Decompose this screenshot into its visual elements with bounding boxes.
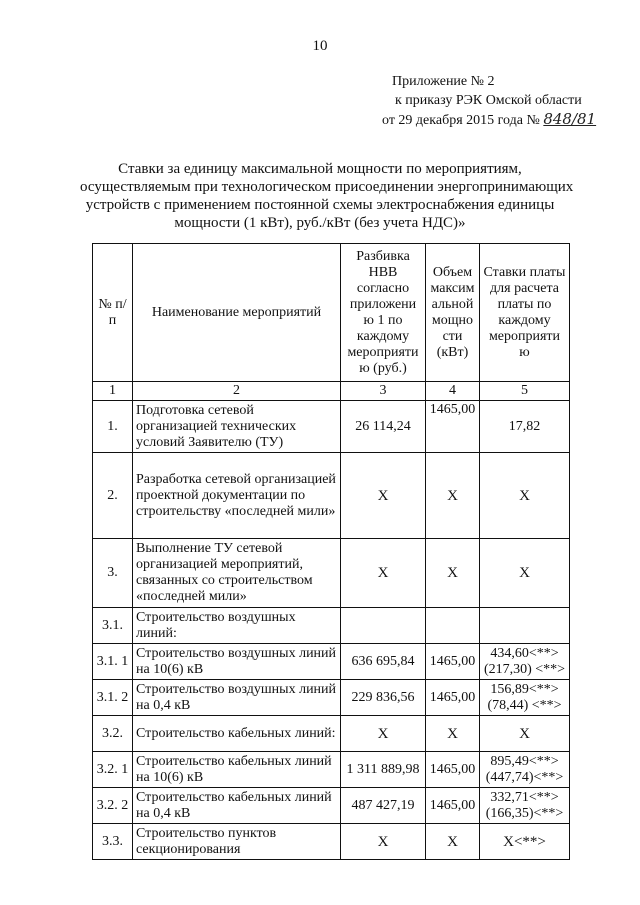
row-name: Разработка сетевой организацией проектной документации по строительству «последней мили» bbox=[133, 453, 341, 539]
row-name: Выполнение ТУ сетевой организацией мероприятий, связанных со строительством «последней мили» bbox=[133, 539, 341, 608]
row-rate: X<**> bbox=[480, 824, 570, 860]
row-nvv: X bbox=[341, 716, 426, 752]
row-nvv: 26 114,24 bbox=[341, 401, 426, 453]
title-line-3: устройств с применением постоянной схемы электроснабжения единицы bbox=[85, 197, 555, 213]
row-num: 1. bbox=[93, 401, 133, 453]
row-num: 3.3. bbox=[93, 824, 133, 860]
row-rate: 156,89<**> (78,44) <**> bbox=[480, 680, 570, 716]
row-name: Подготовка сетевой организацией технических условий Заявителю (ТУ) bbox=[133, 401, 341, 453]
row-power: X bbox=[426, 539, 480, 608]
row-nvv: 1 311 889,98 bbox=[341, 752, 426, 788]
column-index-row bbox=[93, 382, 570, 401]
row-name: Строительство воздушных линий: bbox=[133, 608, 341, 644]
row-name: Строительство пунктов секционирования bbox=[133, 824, 341, 860]
row-rate: X bbox=[480, 716, 570, 752]
row-num: 3.1. 1 bbox=[93, 644, 133, 680]
row-nvv: X bbox=[341, 539, 426, 608]
column-index: 1 bbox=[93, 382, 133, 401]
document-title bbox=[80, 160, 574, 232]
table-row bbox=[93, 716, 570, 752]
order-number-handwritten: 848/81 bbox=[543, 110, 597, 128]
header-rate: Ставки платы для расчета платы по каждому мероприяти ю bbox=[480, 244, 570, 382]
appendix-date: от 29 декабря 2015 года № bbox=[382, 113, 540, 128]
row-rate: 895,49<**> (447,74)<**> bbox=[480, 752, 570, 788]
row-power: 1465,00 bbox=[426, 644, 480, 680]
row-nvv bbox=[341, 608, 426, 644]
page-number: 10 bbox=[312, 38, 328, 54]
row-num: 3.2. 1 bbox=[93, 752, 133, 788]
row-name: Строительство кабельных линий: bbox=[133, 716, 341, 752]
table-row bbox=[93, 401, 570, 453]
row-name: Строительство кабельных линий на 0,4 кВ bbox=[133, 788, 341, 824]
row-rate: 332,71<**> (166,35)<**> bbox=[480, 788, 570, 824]
row-rate bbox=[480, 608, 570, 644]
title-line-1: Ставки за единицу максимальной мощности по мероприятиям, bbox=[118, 161, 522, 177]
table-row bbox=[93, 752, 570, 788]
row-nvv: 229 836,56 bbox=[341, 680, 426, 716]
row-rate: 17,82 bbox=[480, 401, 570, 453]
row-num: 3. bbox=[93, 539, 133, 608]
row-num: 3.2. bbox=[93, 716, 133, 752]
row-power: X bbox=[426, 824, 480, 860]
header-num: № п/п bbox=[93, 244, 133, 382]
row-num: 3.1. 2 bbox=[93, 680, 133, 716]
table-row bbox=[93, 539, 570, 608]
row-num: 3.1. bbox=[93, 608, 133, 644]
column-index: 4 bbox=[426, 382, 480, 401]
title-line-2: осуществляемым при технологическом присоединении энергопринимающих bbox=[80, 179, 574, 195]
appendix-line-3 bbox=[382, 110, 596, 130]
row-power: 1465,00 bbox=[426, 680, 480, 716]
row-power bbox=[426, 608, 480, 644]
table-row bbox=[93, 453, 570, 539]
table-row bbox=[93, 608, 570, 644]
table-row bbox=[93, 680, 570, 716]
row-rate: X bbox=[480, 539, 570, 608]
row-name: Строительство воздушных линий на 10(6) кВ bbox=[133, 644, 341, 680]
table-row bbox=[93, 824, 570, 860]
header-nvv: Разбивка НВВ согласно приложени ю 1 по каждому мероприяти ю (руб.) bbox=[341, 244, 426, 382]
row-power: 1465,00 bbox=[426, 752, 480, 788]
appendix-block bbox=[382, 72, 597, 130]
table-row bbox=[93, 788, 570, 824]
row-nvv: X bbox=[341, 453, 426, 539]
header-name: Наименование мероприятий bbox=[133, 244, 341, 382]
rates-table bbox=[92, 243, 570, 860]
appendix-line-1: Приложение № 2 bbox=[392, 74, 495, 89]
row-name: Строительство воздушных линий на 0,4 кВ bbox=[133, 680, 341, 716]
row-nvv: 636 695,84 bbox=[341, 644, 426, 680]
appendix-line-2: к приказу РЭК Омской области bbox=[395, 93, 582, 108]
row-power: 1465,00 bbox=[426, 788, 480, 824]
row-num: 3.2. 2 bbox=[93, 788, 133, 824]
table-row bbox=[93, 644, 570, 680]
column-index: 2 bbox=[133, 382, 341, 401]
row-rate: X bbox=[480, 453, 570, 539]
row-power: X bbox=[426, 453, 480, 539]
row-nvv: 487 427,19 bbox=[341, 788, 426, 824]
row-nvv: X bbox=[341, 824, 426, 860]
row-power: X bbox=[426, 716, 480, 752]
row-power: 1465,00 bbox=[426, 401, 480, 453]
row-name: Строительство кабельных линий на 10(6) кВ bbox=[133, 752, 341, 788]
header-power: Объем максим альной мощно сти (кВт) bbox=[426, 244, 480, 382]
column-index: 3 bbox=[341, 382, 426, 401]
title-line-4: мощности (1 кВт), руб./кВт (без учета НДС)» bbox=[174, 215, 466, 231]
row-num: 2. bbox=[93, 453, 133, 539]
column-index: 5 bbox=[480, 382, 570, 401]
table-header-row bbox=[93, 244, 570, 382]
row-rate: 434,60<**> (217,30) <**> bbox=[480, 644, 570, 680]
